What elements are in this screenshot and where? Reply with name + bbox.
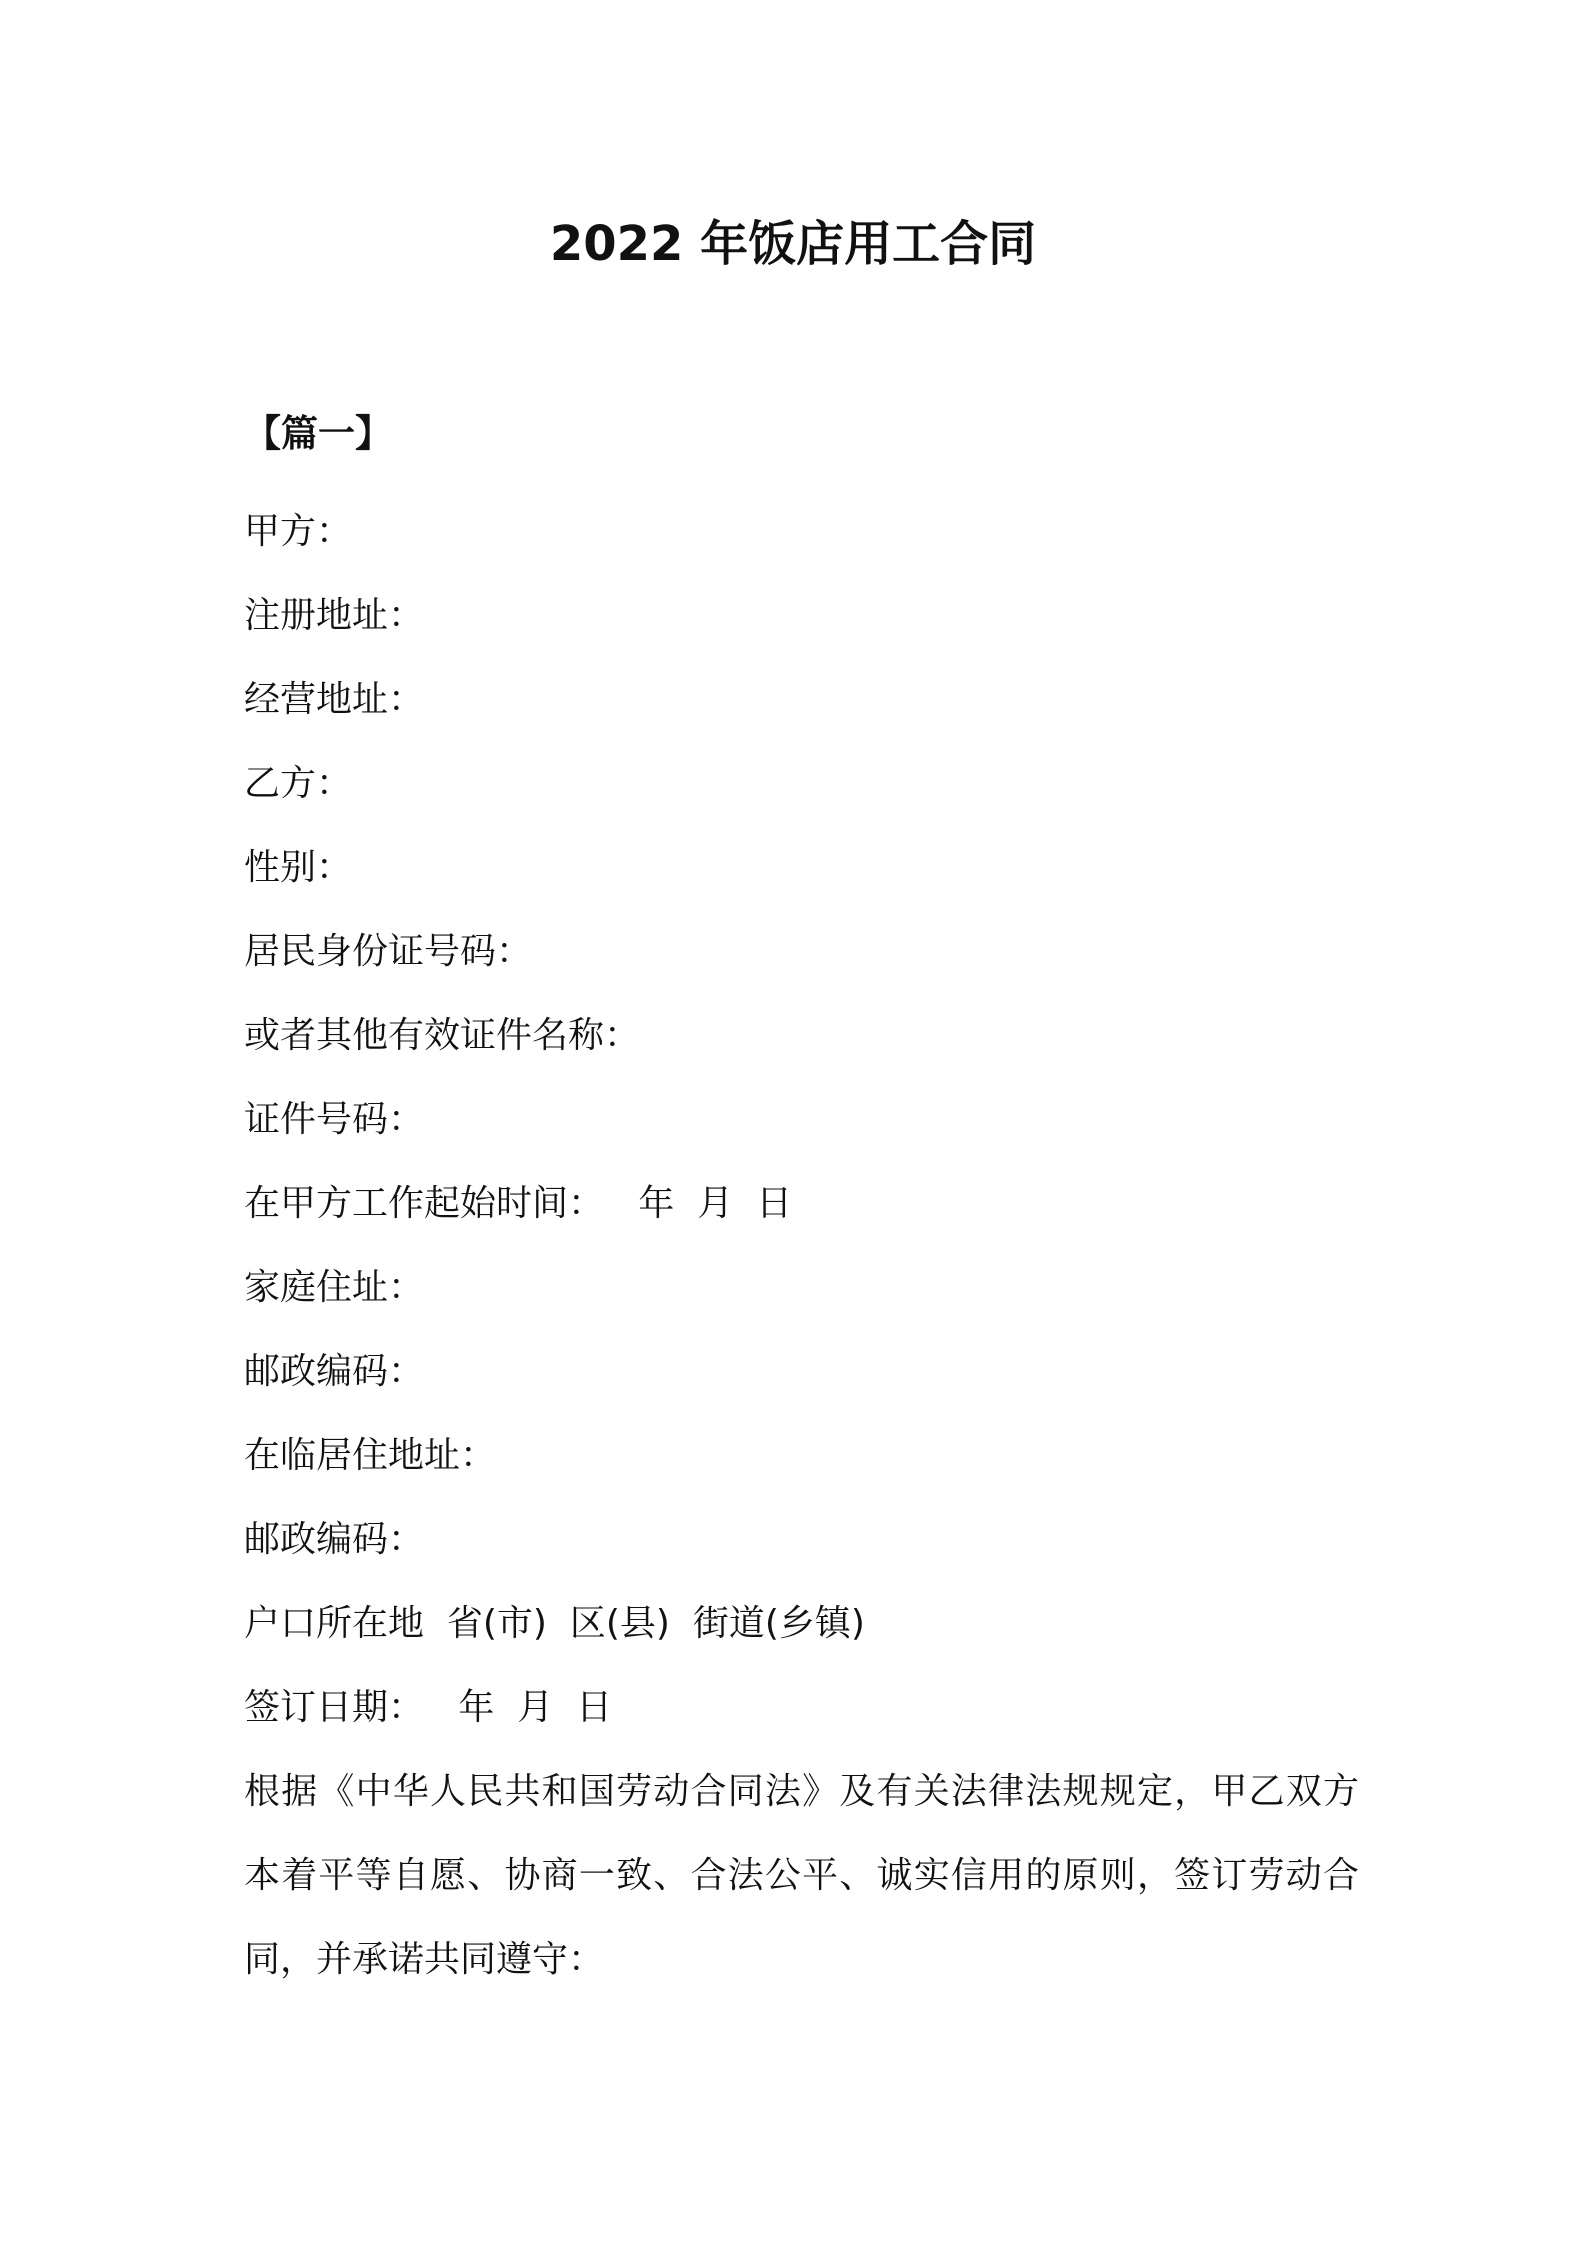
- field-home-address: 家庭住址：: [244, 1267, 425, 1308]
- field-start-date: 在甲方工作起始时间： 年 月 日: [244, 1183, 793, 1224]
- field-postal-code-2: 邮政编码：: [244, 1519, 425, 1560]
- document-title: 2022 年饭店用工合同: [549, 216, 1037, 272]
- field-signing-date: 签订日期： 年 月 日: [244, 1687, 613, 1728]
- field-postal-code: 邮政编码：: [244, 1351, 425, 1392]
- section-heading: 【篇一】: [244, 412, 392, 455]
- field-household-registration: 户口所在地 省(市) 区(县) 街道(乡镇): [244, 1603, 865, 1644]
- field-registered-address: 注册地址：: [244, 595, 425, 636]
- field-party-b: 乙方：: [244, 763, 353, 804]
- field-party-a: 甲方：: [244, 511, 353, 552]
- field-id-number: 居民身份证号码：: [244, 931, 533, 972]
- field-business-address: 经营地址：: [244, 679, 425, 720]
- field-certificate-number: 证件号码：: [244, 1099, 425, 1140]
- field-gender: 性别：: [244, 847, 353, 888]
- field-temporary-address: 在临居住地址：: [244, 1435, 497, 1476]
- field-other-id-name: 或者其他有效证件名称：: [244, 1015, 641, 1056]
- preamble-paragraph: 根据《中华人民共和国劳动合同法》及有关法律法规规定，甲乙双方本着平等自愿、协商一致、合法公平、诚实信用的原则，签订劳动合同，并承诺共同遵守：: [244, 1771, 1359, 1980]
- contract-field-list: [244, 490, 1359, 2002]
